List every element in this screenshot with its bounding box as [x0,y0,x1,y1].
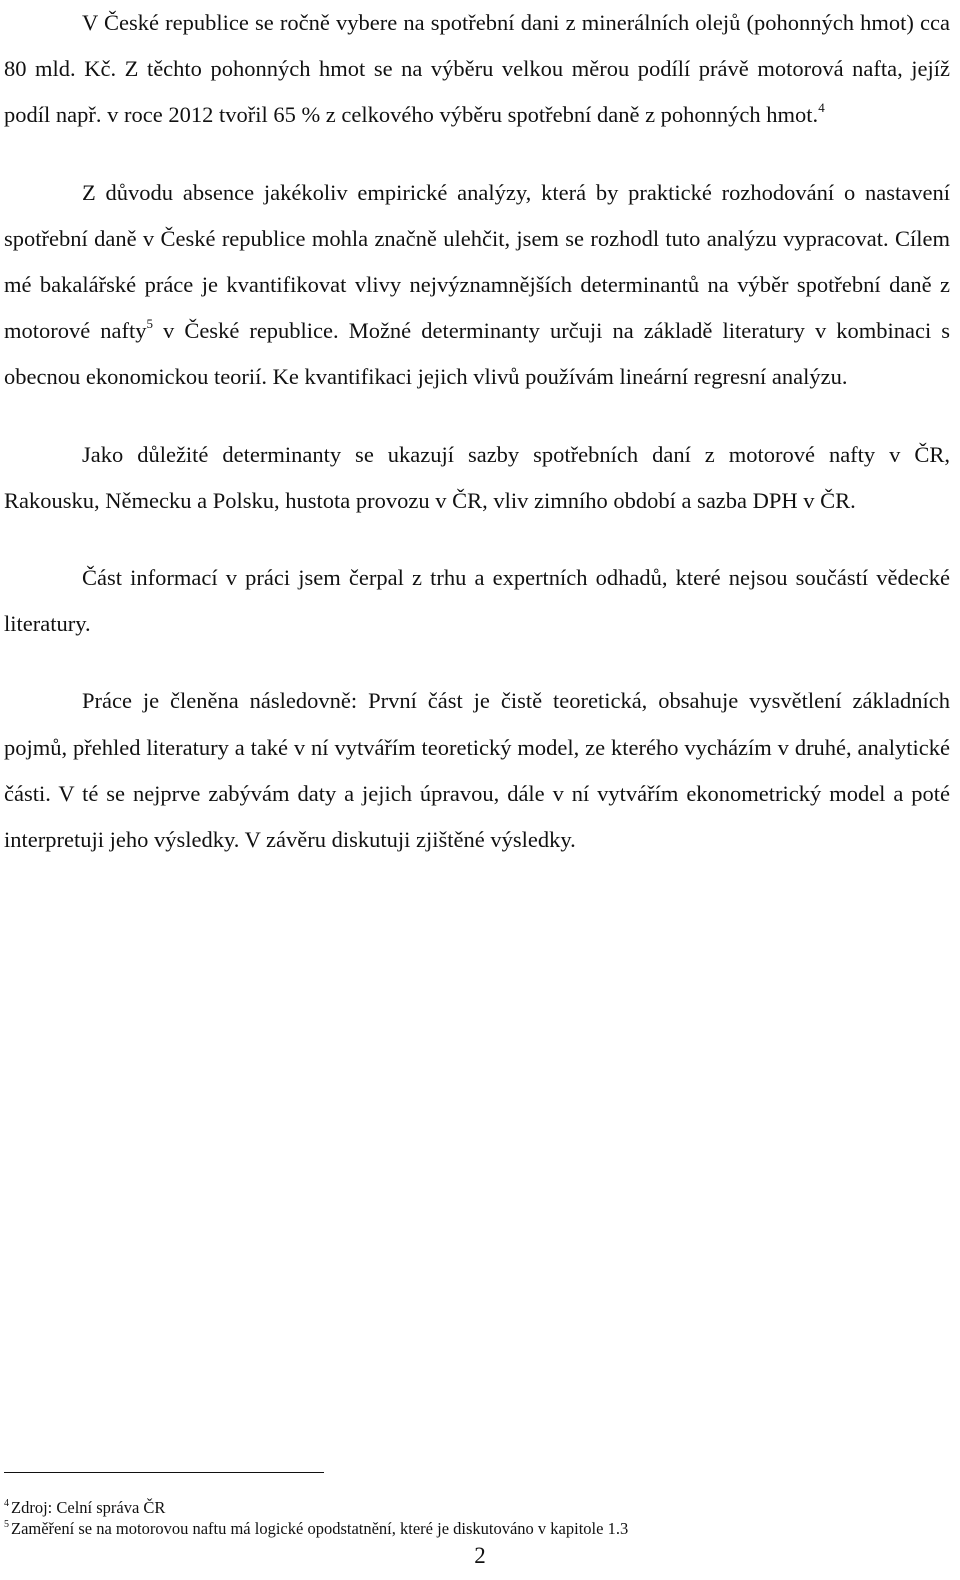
paragraph-text: Část informací v práci jsem čerpal z trhu a expertních odhadů, které nejsou součástí vědecké literatury. [4,565,950,637]
paragraph-text: Práce je členěna následovně: První část je čistě teoretická, obsahuje vysvětlení základních pojmů, přehled literatury a také v ní vytvářím teoretický model, ze kterého vycházím v druhé, analytické části. V té se nejprve zabývám daty a jejich úpravou, dále v ní vytvářím ekonometrický model a poté interpretuji jeho výsledky. V závěru diskutuji zjištěné výsledky. [4,688,950,853]
footnote-mark: 5 [4,1519,9,1530]
footnote-item [4,1518,950,1539]
paragraph-tax-revenue [4,0,950,139]
page-number: 2 [474,1543,486,1568]
paragraph-determinants [4,432,950,524]
footnote-reference[interactable]: 4 [818,100,825,116]
paragraph-structure [4,678,950,863]
paragraph-text: V České republice se ročně vybere na spotřební dani z minerálních olejů (pohonných hmot) cca 80 mld. Kč. Z těchto pohonných hmot se na výběru velkou měrou podílí právě motorová nafta, jejíž podíl např. v roce 2012 tvořil 65 % z celkového výběru spotřební daně z pohonných hmot. [4,10,950,128]
document-body [4,0,950,863]
paragraph-text-continued: v České republice. Možné determinanty určuji na základě literatury v kombinaci s obecnou ekonomickou teorií. Ke kvantifikaci jejich vlivů používám lineární regresní analýzu. [4,318,950,390]
footnote-divider [4,1472,324,1473]
footnote-reference[interactable]: 5 [146,316,153,332]
footnote-text: Zdroj: Celní správa ČR [11,1498,166,1517]
footnote-item [4,1497,950,1518]
footnote-mark: 4 [4,1498,9,1509]
footnote-text: Zaměření se na motorovou naftu má logické opodstatnění, které je diskutováno v kapitole 1.3 [11,1519,629,1538]
footnotes [4,1497,950,1539]
paragraph-text: Z důvodu absence jakékoliv empirické analýzy, která by praktické rozhodování o nastavení spotřební daně v České republice mohla značně ulehčit, jsem se rozhodl tuto analýzu vypracovat. Cílem mé bakalářské práce je kvantifikovat vlivy nejvýznamnějších determinantů na výběr spotřební daně z motorové nafty [4,179,950,344]
paragraph-thesis-goal [4,170,950,401]
paragraph-text: Jako důležité determinanty se ukazují sazby spotřebních daní z motorové nafty v ČR, Rakousku, Německu a Polsku, hustota provozu v ČR, vliv zimního období a sazba DPH v ČR. [4,441,950,513]
paragraph-sources [4,555,950,647]
